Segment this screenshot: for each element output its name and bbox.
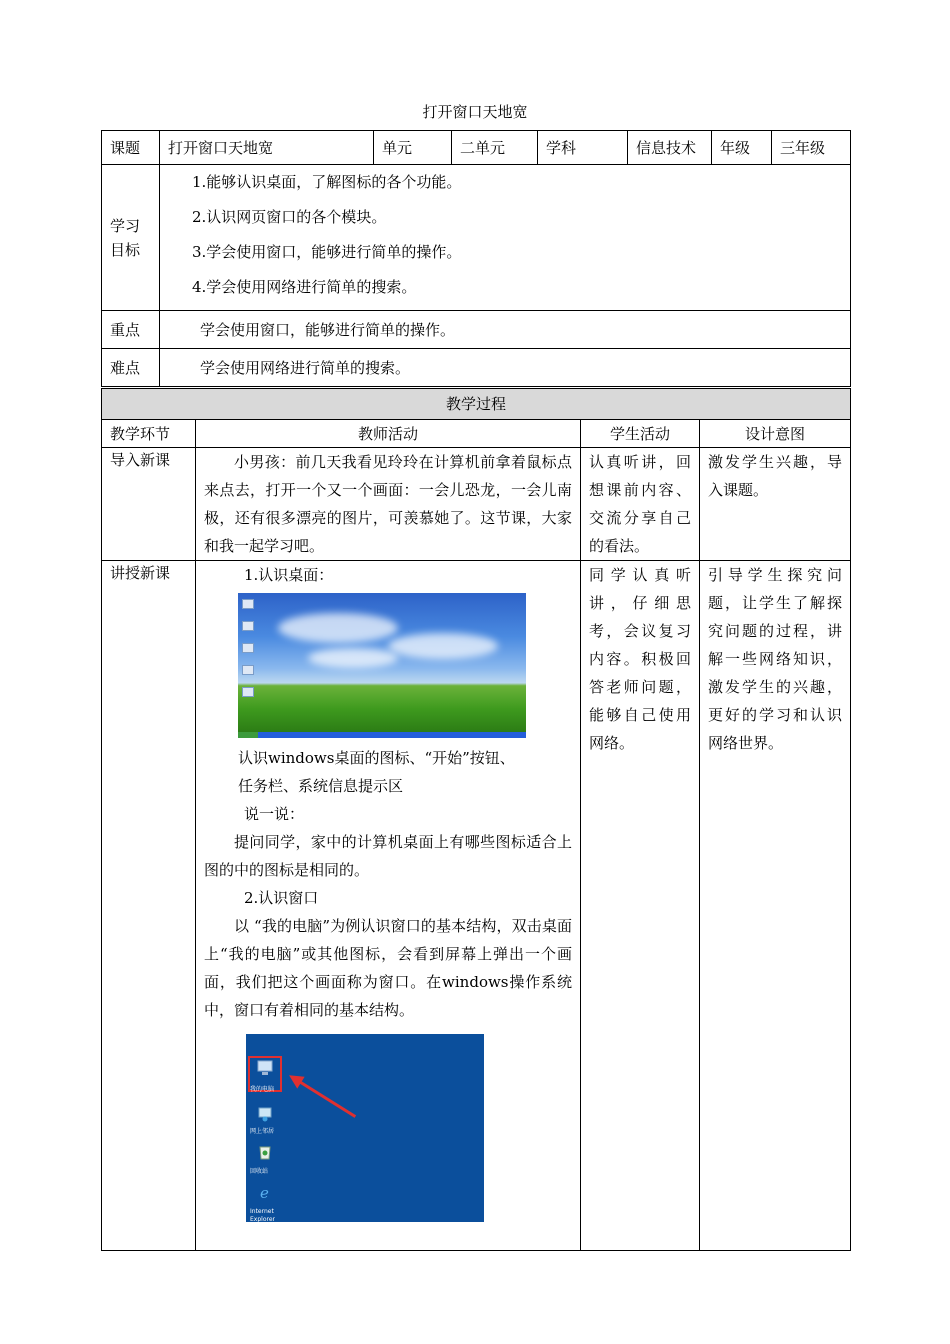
intent-intro: 激发学生兴趣，导入课题。: [700, 448, 851, 561]
pointer-arrow-head: [285, 1069, 304, 1088]
start-button: [238, 732, 258, 738]
goal-item: 4.学会使用网络进行简单的搜索。: [192, 278, 417, 296]
desktop-icon: [242, 643, 254, 653]
stage-new-lesson: 讲授新课: [102, 561, 196, 1251]
key-point-label: 重点: [102, 311, 160, 349]
lesson-info-table: [101, 130, 851, 387]
process-header: 教学过程: [102, 389, 851, 420]
network-icon: [256, 1106, 274, 1122]
ie-label-1: Internet: [250, 1208, 274, 1215]
difficulty-value: 学会使用网络进行简单的搜索。: [160, 349, 851, 387]
grade-label: 年级: [712, 131, 772, 165]
desktop-desc-2: 任务栏、系统信息提示区: [238, 777, 404, 795]
teacher-new-lesson: [196, 561, 581, 1251]
taskbar: [238, 732, 526, 738]
topic-value: 打开窗口天地宽: [160, 131, 374, 165]
teacher-intro: 小男孩：前几天我看见玲玲在计算机前拿着鼠标点来点去，打开一个又一个画面：一会儿恐龙，一会儿南极，还有很多漂亮的图片，可羡慕她了。这节课，大家和我一起学习吧。: [196, 448, 581, 561]
desktop-icon: [242, 599, 254, 609]
column-intent: 设计意图: [700, 420, 851, 448]
xp-desktop-screenshot: [238, 593, 526, 738]
heading-desktop: 1.认识桌面：: [244, 566, 334, 584]
desktop-desc-1: 认识windows桌面的图标、“开始”按钮、: [238, 749, 515, 767]
goal-item: 2.认识网页窗口的各个模块。: [192, 208, 387, 226]
column-stage: 教学环节: [102, 420, 196, 448]
student-new-lesson: 同学认真听讲，仔细思考，会议复习内容。积极回答老师问题，能够自己使用网络。: [581, 561, 700, 1251]
say-heading: 说一说：: [244, 805, 305, 823]
topic-label: 课题: [102, 131, 160, 165]
heading-window: 2.认识窗口: [244, 889, 319, 907]
subject-value: 信息技术: [628, 131, 712, 165]
goals-label-line-2: 目标: [110, 240, 141, 259]
svg-text:e: e: [260, 1184, 269, 1200]
my-computer-label: 我的电脑: [250, 1086, 275, 1093]
internet-explorer-icon: [256, 1184, 274, 1200]
window-text: 以 “我的电脑”为例认识窗口的基本结构，双击桌面上“我的电脑”或其他图标，会看到屏幕上弹出一个画面，我们把这个画面称为窗口。在windows操作系统中，窗口有着相同的基本结构。: [204, 917, 572, 1019]
subject-label: 学科: [538, 131, 628, 165]
recycle-bin-label: 回收站: [250, 1168, 269, 1175]
ie-label-2: Explorer: [250, 1216, 275, 1223]
question-text: 提问同学，家中的计算机桌面上有哪些图标适合上图的中的图标是相同的。: [204, 833, 572, 879]
grade-value: 三年级: [772, 131, 851, 165]
page-title: 打开窗口天地宽: [422, 103, 528, 121]
intent-new-lesson: 引导学生探究问题，让学生了解探究问题的过程，讲解一些网络知识，激发学生的兴趣，更好的学习和认识网络世界。: [700, 561, 851, 1251]
teaching-process-table: [101, 388, 851, 1251]
stage-intro: 导入新课: [102, 448, 196, 561]
goal-item: 3.学会使用窗口，能够进行简单的操作。: [192, 243, 462, 261]
network-label: 网上邻居: [250, 1128, 275, 1135]
goals-label-line-1: 学习: [110, 216, 141, 235]
computer-icon: [256, 1060, 274, 1076]
key-point-value: 学会使用窗口，能够进行简单的操作。: [160, 311, 851, 349]
unit-value: 二单元: [452, 131, 538, 165]
pointer-arrow: [295, 1078, 356, 1118]
desktop-icon: [242, 687, 254, 697]
goals-label: [102, 165, 160, 311]
desktop-icon: [242, 665, 254, 675]
difficulty-label: 难点: [102, 349, 160, 387]
recycle-bin-icon: [256, 1144, 274, 1160]
desktop-icon: [242, 621, 254, 631]
win-desktop-screenshot: [246, 1034, 484, 1222]
column-student: 学生活动: [581, 420, 700, 448]
unit-label: 单元: [374, 131, 452, 165]
goal-item: 1.能够认识桌面，了解图标的各个功能。: [192, 173, 462, 191]
column-teacher: 教师活动: [196, 420, 581, 448]
student-intro: 认真听讲，回想课前内容、交流分享自己的看法。: [581, 448, 700, 561]
